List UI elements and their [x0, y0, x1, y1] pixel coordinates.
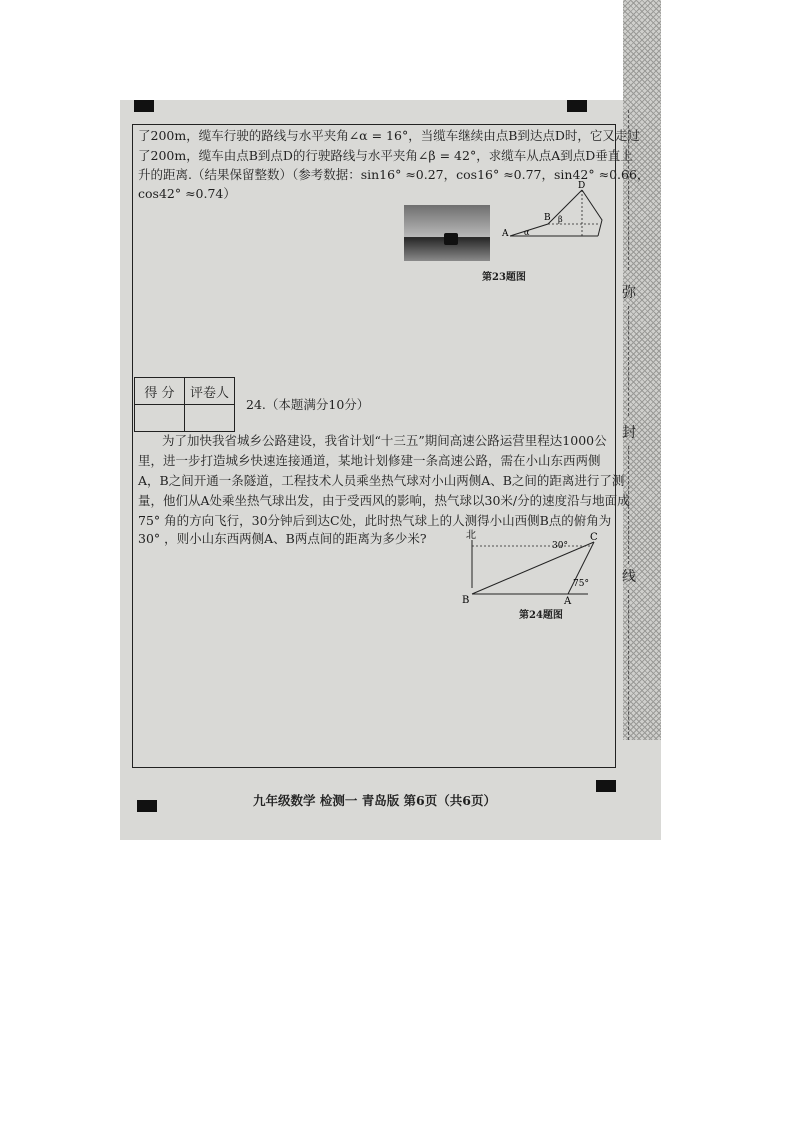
page-footer: 九年级数学 检测一 青岛版 第6页（共6页） [253, 793, 496, 808]
seal-label-1: 弥 [622, 285, 636, 301]
registration-mark [596, 780, 616, 792]
q24-line-3: A，B之间开通一条隧道，工程技术人员乘坐热气球对小山两侧A、B之间的距离进行了测 [138, 473, 625, 488]
registration-mark [137, 800, 157, 812]
seal-line [628, 306, 629, 416]
q23-line-3: 升的距离.（结果保留整数）（参考数据：sin16° ≈0.27，cos16° ≈0.77，sin42° ≈0.66， [138, 167, 650, 182]
label-d: D [578, 181, 586, 191]
score-header: 得 分 [135, 378, 185, 405]
q23-line-1: 了200m，缆车行驶的路线与水平夹角∠α = 16°，当缆车继续由点B到达点D时，它又走过 [138, 128, 640, 143]
q24-header: 24.（本题满分10分） [246, 397, 370, 412]
label-a: A [502, 229, 509, 239]
q23-line-2: 了200m，缆车由点B到点D的行驶路线与水平夹角∠β = 42°，求缆车从点A到点D垂直上 [138, 148, 633, 163]
q24-line-4: 量，他们从A处乘坐热气球出发，由于受西风的影响，热气球以30米/分的速度沿与地面成 [138, 493, 630, 508]
grader-cell[interactable] [185, 405, 235, 432]
q24-caption: 第24题图 [519, 610, 563, 621]
q24-line-2: 里，进一步打造城乡快速连接通道，某地计划修建一条高速公路，需在小山东西两侧 [138, 453, 601, 468]
q23-line-4: cos42° ≈0.74） [138, 186, 236, 201]
registration-mark [567, 100, 587, 112]
q23-caption: 第23题图 [482, 272, 526, 283]
label-c: C [590, 532, 598, 543]
label-north: 北 [466, 530, 476, 541]
cable-car-photo [404, 205, 490, 261]
seal-label-2: 封 [622, 425, 636, 441]
label-beta: β [558, 215, 563, 224]
q24-diagram [458, 528, 608, 608]
seal-line [628, 590, 629, 740]
label-b: B [544, 213, 551, 223]
registration-mark [134, 100, 154, 112]
q24-line-1: 为了加快我省城乡公路建设，我省计划“十三五”期间高速公路运营里程达1000公 [162, 433, 607, 448]
seal-label-3: 线 [622, 569, 636, 585]
q24-line-5: 75° 角的方向飞行，30分钟后到达C处，此时热气球上的人测得小山西侧B点的俯角为 [138, 513, 612, 528]
label-75-degrees: 75° [573, 579, 589, 589]
label-b: B [462, 595, 470, 606]
label-30-degrees: 30° [552, 541, 568, 551]
q24-line-6: 30° ，则小山东西两侧A、B两点间的距离为多少米? [138, 531, 427, 546]
grader-header: 评卷人 [185, 378, 235, 405]
label-alpha: α [524, 228, 530, 237]
label-a: A [564, 596, 572, 607]
score-table [134, 377, 235, 432]
q23-diagram [498, 180, 618, 250]
score-cell[interactable] [135, 405, 185, 432]
